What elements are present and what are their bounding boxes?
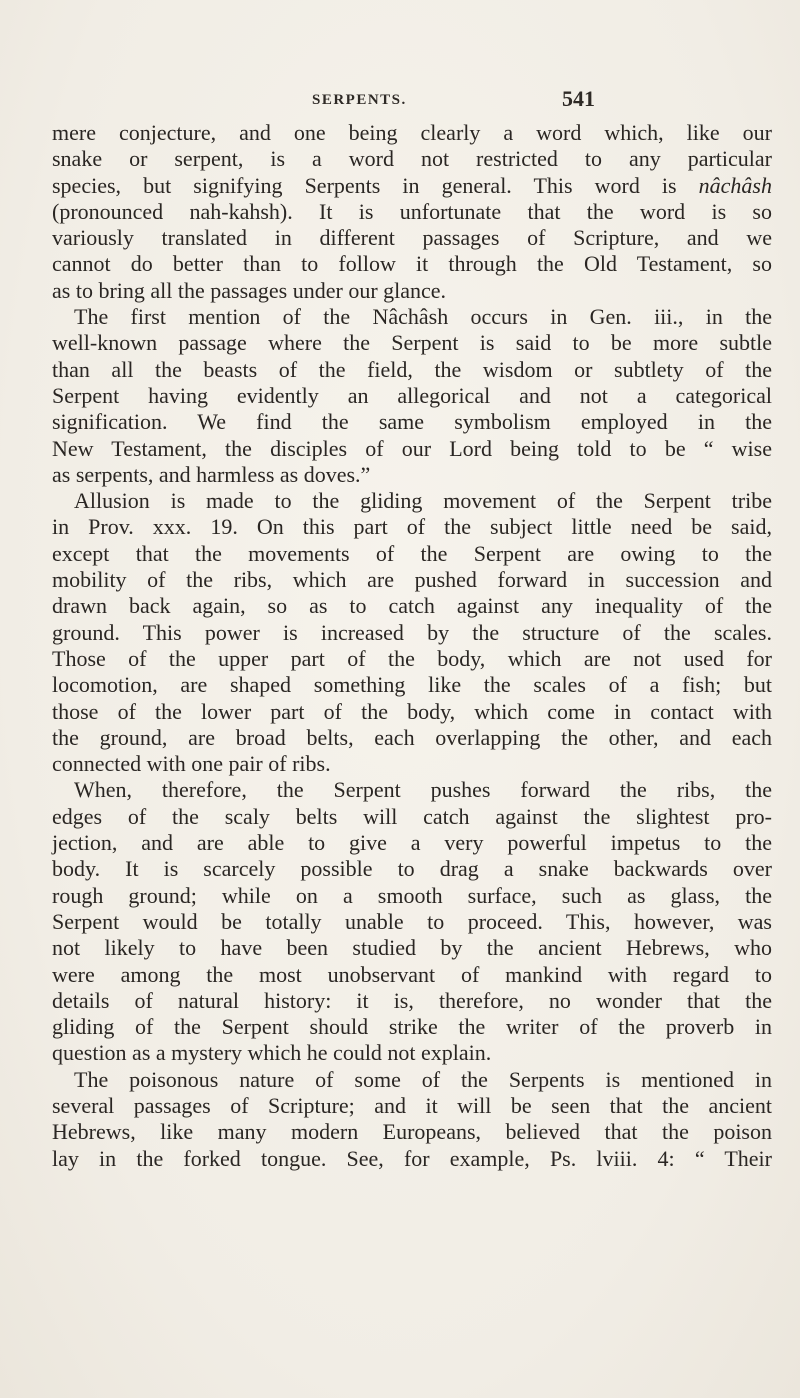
page-number: 541	[562, 86, 595, 111]
text-line: variously translated in different passages of Scripture, and we	[52, 225, 772, 251]
text-line: Allusion is made to the gliding movement of the Serpent tribe	[74, 488, 772, 514]
text-line: (pronounced nah-kahsh). It is unfortunate that the word is so	[52, 198, 772, 224]
text-line: mere conjecture, and one being clearly a word which, like our	[52, 120, 772, 145]
text-line: several passages of Scripture; and it will be seen that the ancient	[52, 1092, 772, 1118]
text-line: well-known passage where the Serpent is said to be more subtle	[52, 330, 772, 356]
text-line: details of natural history: it is, therefore, no wonder that the	[52, 987, 772, 1013]
paragraph	[52, 120, 772, 304]
text-line: The first mention of the Nâchâsh occurs in Gen. iii., in the	[74, 304, 772, 330]
text-line: rough ground; while on a smooth surface, such as glass, the	[52, 882, 772, 908]
text-line: connected with one pair of ribs.	[52, 751, 331, 777]
text-line: mobility of the ribs, which are pushed forward in succession and	[52, 567, 772, 593]
text-line: cannot do better than to follow it through the Old Testament, so	[52, 251, 772, 277]
text-line: species, but signifying Serpents in general. This word is nâchâsh	[52, 172, 772, 198]
text-line: question as a mystery which he could not explain.	[52, 1040, 492, 1066]
text-line: as serpents, and harmless as doves.”	[52, 461, 371, 487]
running-head	[0, 86, 800, 116]
text-line: body. It is scarcely possible to drag a snake backwards over	[52, 856, 772, 882]
paragraph	[52, 488, 772, 777]
paragraph	[52, 1067, 772, 1172]
text-line: When, therefore, the Serpent pushes forward the ribs, the	[74, 777, 772, 803]
text-line: drawn back again, so as to catch against any inequality of the	[52, 593, 772, 619]
text-line: Hebrews, like many modern Europeans, believed that the poison	[52, 1119, 772, 1145]
text-line: gliding of the Serpent should strike the writer of the proverb in	[52, 1014, 772, 1040]
text-line: jection, and are able to give a very powerful impetus to the	[52, 830, 772, 856]
text-line: Serpent would be totally unable to proceed. This, however, was	[52, 908, 772, 934]
text-line: lay in the forked tongue. See, for example, Ps. lviii. 4: “ Their	[52, 1145, 772, 1171]
text-line: locomotion, are shaped something like the scales of a fish; but	[52, 672, 772, 698]
text-line: ground. This power is increased by the structure of the scales.	[52, 619, 772, 645]
body-text	[52, 120, 772, 1172]
text-line: signification. We find the same symbolism employed in the	[52, 409, 772, 435]
text-line: than all the beasts of the field, the wisdom or subtlety of the	[52, 356, 772, 382]
text-line: not likely to have been studied by the ancient Hebrews, who	[52, 935, 772, 961]
text-line: as to bring all the passages under our glance.	[52, 277, 447, 303]
paragraph	[52, 777, 772, 1066]
text-line: snake or serpent, is a word not restricted to any particular	[52, 146, 772, 172]
text-line: the ground, are broad belts, each overlapping the other, and each	[52, 724, 772, 750]
text-line: in Prov. xxx. 19. On this part of the subject little need be said,	[52, 514, 772, 540]
paragraph	[52, 304, 772, 488]
text-line: edges of the scaly belts will catch against the slightest pro-	[52, 803, 772, 829]
italic-term: nâchâsh	[698, 172, 772, 198]
text-line: those of the lower part of the body, which come in contact with	[52, 698, 772, 724]
text-line: except that the movements of the Serpent are owing to the	[52, 540, 772, 566]
text-line: were among the most unobservant of mankind with regard to	[52, 961, 772, 987]
text-line: Those of the upper part of the body, which are not used for	[52, 645, 772, 671]
text-line: The poisonous nature of some of the Serpents is mentioned in	[74, 1066, 772, 1092]
running-title: SERPENTS.	[312, 92, 407, 108]
text-line: Serpent having evidently an allegorical and not a categorical	[52, 382, 772, 408]
text-line: New Testament, the disciples of our Lord being told to be “ wise	[52, 435, 772, 461]
